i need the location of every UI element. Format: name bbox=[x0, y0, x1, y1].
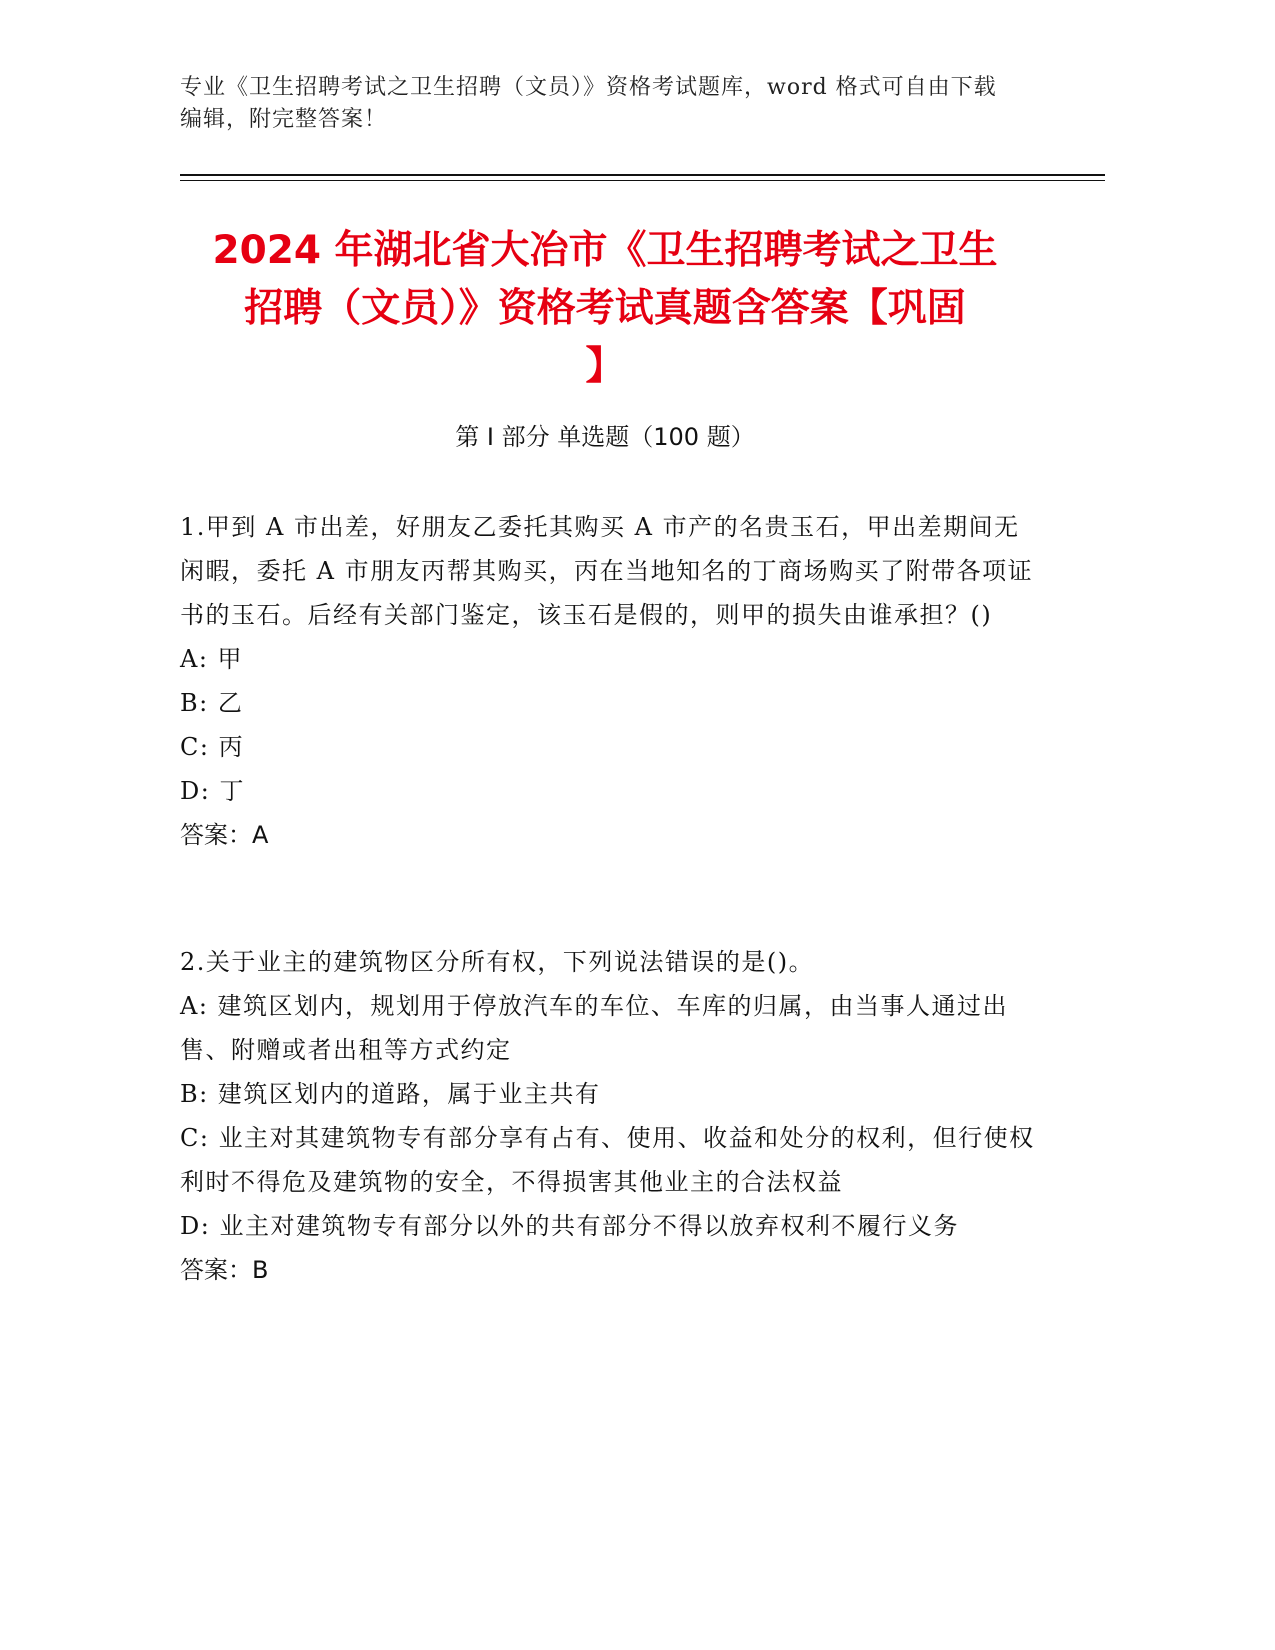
question-text: 1.甲到 A 市出差，好朋友乙委托其购买 A 市产的名贵玉石，甲出差期间无闲暇，委托 A 市朋友丙帮其购买，丙在当地知名的丁商场购买了附带各项证书的玉石。后经有关部门鉴定，该玉石是假的，则甲的损失由谁承担？() bbox=[180, 513, 1034, 629]
option-a: A: 甲 bbox=[180, 645, 244, 673]
option-a: A: 建筑区划内，规划用于停放汽车的车位、车库的归属，由当事人通过出售、附赠或者出租等方式约定 bbox=[180, 992, 1009, 1064]
document-title bbox=[170, 222, 1040, 396]
question-2 bbox=[180, 940, 1040, 1292]
header-note-line1: 专业《卫生招聘考试之卫生招聘（文员）》资格考试题库，word 格式可自由下载 bbox=[180, 75, 997, 100]
option-b: B: 建筑区划内的道路，属于业主共有 bbox=[180, 1080, 601, 1108]
header-note-line2: 编辑，附完整答案！ bbox=[180, 107, 388, 132]
title-line3: 】 bbox=[585, 344, 625, 389]
question-1 bbox=[180, 505, 1040, 857]
option-c: C: 丙 bbox=[180, 733, 245, 761]
title-line1: 2024 年湖北省大冶市《卫生招聘考试之卫生 bbox=[212, 228, 998, 273]
question-text: 2.关于业主的建筑物区分所有权，下列说法错误的是()。 bbox=[180, 948, 815, 976]
header-divider-thick bbox=[180, 174, 1105, 176]
option-d: D: 丁 bbox=[180, 777, 245, 805]
option-c: C: 业主对其建筑物专有部分享有占有、使用、收益和处分的权利，但行使权利时不得危及建筑物的安全，不得损害其他业主的合法权益 bbox=[180, 1124, 1035, 1196]
answer: 答案：B bbox=[180, 1256, 269, 1284]
title-line2: 招聘（文员）》资格考试真题含答案【巩固 bbox=[244, 286, 966, 331]
option-d: D: 业主对建筑物专有部分以外的共有部分不得以放弃权利不履行义务 bbox=[180, 1212, 959, 1240]
header-divider-thin bbox=[180, 180, 1105, 181]
section-heading: 第 I 部分 单选题（100 题） bbox=[455, 423, 755, 451]
answer: 答案：A bbox=[180, 821, 269, 849]
header-note bbox=[180, 72, 1060, 136]
option-b: B: 乙 bbox=[180, 689, 244, 717]
